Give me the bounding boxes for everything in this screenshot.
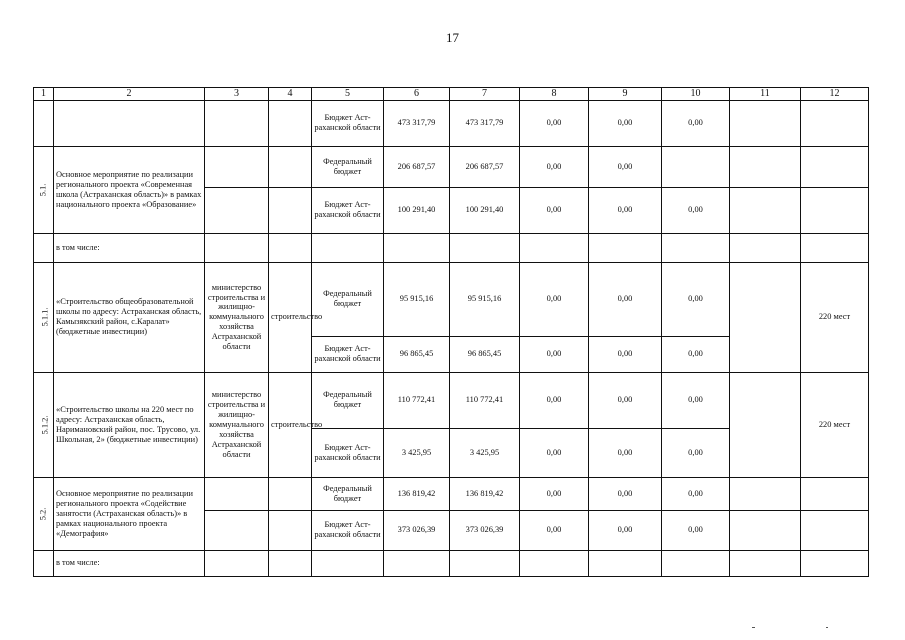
cell-value: 0,00 (662, 477, 730, 510)
cell-value: 3 425,95 (450, 428, 520, 477)
cell-capacity: 220 мест (801, 262, 869, 372)
cell-value: 0,00 (589, 477, 662, 510)
cell-empty (662, 233, 730, 262)
cell-description: «Строительство школы на 220 мест по адресу: Астраханская область, Наримановский район, пос. Трусово, ул. Школьная, 2» (бюджетные инвестиции) (54, 372, 205, 477)
cell-description (54, 100, 205, 146)
header-cell: 1 (34, 88, 54, 101)
cell-value: 0,00 (662, 262, 730, 336)
cell-value: 0,00 (662, 336, 730, 372)
cell-value: 110 772,41 (384, 372, 450, 428)
cell-type (269, 510, 312, 550)
cell-value: 0,00 (520, 100, 589, 146)
cell-value: 136 819,42 (384, 477, 450, 510)
cell-source: Бюджет Аст-раханской области (312, 336, 384, 372)
cell-empty (801, 100, 869, 146)
cell-empty (730, 510, 801, 550)
cell-num (34, 233, 54, 262)
cell-value: 0,00 (520, 336, 589, 372)
cell-empty (269, 233, 312, 262)
cell-empty (730, 233, 801, 262)
cell-type (269, 100, 312, 146)
cell-empty (205, 550, 269, 576)
cell-empty (520, 550, 589, 576)
cell-value: 0,00 (662, 372, 730, 428)
scan-mark (826, 627, 828, 628)
cell-empty (450, 233, 520, 262)
cell-empty (269, 550, 312, 576)
header-cell: 10 (662, 88, 730, 101)
cell-empty (312, 550, 384, 576)
cell-value: 0,00 (589, 428, 662, 477)
row-number: 5.1.1. (40, 307, 50, 327)
cell-value: 100 291,40 (450, 187, 520, 233)
cell-num (34, 100, 54, 146)
cell-source: Федеральный бюджет (312, 477, 384, 510)
cell-source: Федеральный бюджет (312, 262, 384, 336)
header-cell: 12 (801, 88, 869, 101)
cell-empty (589, 233, 662, 262)
cell-value: 0,00 (662, 428, 730, 477)
cell-type (269, 187, 312, 233)
cell-value: 0,00 (520, 146, 589, 187)
cell-value: 473 317,79 (384, 100, 450, 146)
cell-num (34, 550, 54, 576)
cell-description: Основное мероприятие по реализации регионального проекта «Содействие занятости (Астраханская область)» в рамках национального проекта «Демография» (54, 477, 205, 550)
cell-empty (520, 233, 589, 262)
table-row (34, 233, 869, 262)
budget-table (33, 87, 869, 577)
cell-empty (801, 233, 869, 262)
cell-executor (205, 477, 269, 510)
cell-value: 206 687,57 (450, 146, 520, 187)
cell-value: 0,00 (520, 372, 589, 428)
header-cell: 11 (730, 88, 801, 101)
cell-value: 95 915,16 (384, 262, 450, 336)
cell-value: 110 772,41 (450, 372, 520, 428)
cell-type (269, 477, 312, 510)
cell-empty (730, 146, 801, 187)
cell-value: 136 819,42 (450, 477, 520, 510)
row-number: 5.2. (38, 507, 48, 521)
cell-source: Федеральный бюджет (312, 146, 384, 187)
cell-empty (801, 146, 869, 187)
cell-description: в том числе: (54, 550, 205, 576)
cell-value: 0,00 (589, 372, 662, 428)
cell-num (34, 146, 54, 233)
cell-executor: министерство строительства и жилищно-коммунального хозяйства Астраханской области (205, 372, 269, 477)
cell-empty (662, 550, 730, 576)
cell-value: 0,00 (589, 262, 662, 336)
cell-empty (801, 510, 869, 550)
cell-value: 3 425,95 (384, 428, 450, 477)
cell-value: 95 915,16 (450, 262, 520, 336)
header-cell: 4 (269, 88, 312, 101)
table-row (34, 262, 869, 336)
header-cell: 2 (54, 88, 205, 101)
header-cell: 6 (384, 88, 450, 101)
cell-value: 0,00 (520, 477, 589, 510)
cell-value: 206 687,57 (384, 146, 450, 187)
cell-source: Бюджет Аст-раханской области (312, 100, 384, 146)
cell-empty (801, 187, 869, 233)
cell-source: Федеральный бюджет (312, 372, 384, 428)
header-cell: 9 (589, 88, 662, 101)
cell-value: 0,00 (589, 510, 662, 550)
cell-executor: министерство строительства и жилищно-коммунального хозяйства Астраханской области (205, 262, 269, 372)
table-row (34, 372, 869, 428)
cell-value: 0,00 (520, 428, 589, 477)
cell-value: 0,00 (520, 510, 589, 550)
header-cell: 8 (520, 88, 589, 101)
cell-value: 0,00 (662, 510, 730, 550)
row-number: 5.1.2. (40, 415, 50, 435)
cell-description: в том числе: (54, 233, 205, 262)
header-cell: 5 (312, 88, 384, 101)
cell-value: 0,00 (589, 100, 662, 146)
cell-type: строительство (269, 262, 312, 372)
cell-value: 0,00 (520, 262, 589, 336)
cell-executor (205, 146, 269, 187)
cell-empty (730, 100, 801, 146)
cell-num (34, 262, 54, 372)
cell-value: 0,00 (662, 187, 730, 233)
cell-empty (450, 550, 520, 576)
cell-value: 0,00 (520, 187, 589, 233)
cell-empty (730, 477, 801, 510)
cell-empty (730, 262, 801, 372)
cell-value: 96 865,45 (384, 336, 450, 372)
cell-executor (205, 510, 269, 550)
cell-value: 100 291,40 (384, 187, 450, 233)
cell-empty (589, 550, 662, 576)
table-row (34, 100, 869, 146)
cell-empty (730, 550, 801, 576)
cell-empty (730, 187, 801, 233)
cell-source: Бюджет Аст-раханской области (312, 428, 384, 477)
cell-description: Основное мероприятие по реализации регионального проекта «Современная школа (Астраханская область)» в рамках национального проекта «Образование» (54, 146, 205, 233)
cell-value: 0,00 (662, 100, 730, 146)
cell-empty (384, 233, 450, 262)
header-cell: 3 (205, 88, 269, 101)
cell-capacity: 220 мест (801, 372, 869, 477)
cell-source: Бюджет Аст-раханской области (312, 187, 384, 233)
cell-empty (205, 233, 269, 262)
cell-source: Бюджет Аст-раханской области (312, 510, 384, 550)
cell-value: 0,00 (589, 336, 662, 372)
cell-value: 373 026,39 (450, 510, 520, 550)
cell-empty (801, 550, 869, 576)
cell-empty (312, 233, 384, 262)
cell-type (269, 146, 312, 187)
cell-value: 96 865,45 (450, 336, 520, 372)
table-row (34, 550, 869, 576)
cell-value: 0,00 (589, 187, 662, 233)
cell-empty (662, 146, 730, 187)
cell-value: 0,00 (589, 146, 662, 187)
page-number: 17 (446, 30, 459, 45)
cell-empty (384, 550, 450, 576)
cell-num (34, 477, 54, 550)
cell-description: «Строительство общеобразовательной школы по адресу: Астраханская область, Камызякский район, с.Каралат» (бюджетные инвестиции) (54, 262, 205, 372)
header-row (34, 88, 869, 101)
cell-empty (801, 477, 869, 510)
cell-empty (730, 372, 801, 477)
table-row (34, 146, 869, 187)
cell-value: 473 317,79 (450, 100, 520, 146)
cell-executor (205, 100, 269, 146)
cell-executor (205, 187, 269, 233)
scan-mark (752, 627, 755, 628)
cell-value: 373 026,39 (384, 510, 450, 550)
cell-num (34, 372, 54, 477)
row-number: 5.1. (38, 183, 48, 197)
table-row (34, 477, 869, 510)
header-cell: 7 (450, 88, 520, 101)
cell-type: строительство (269, 372, 312, 477)
